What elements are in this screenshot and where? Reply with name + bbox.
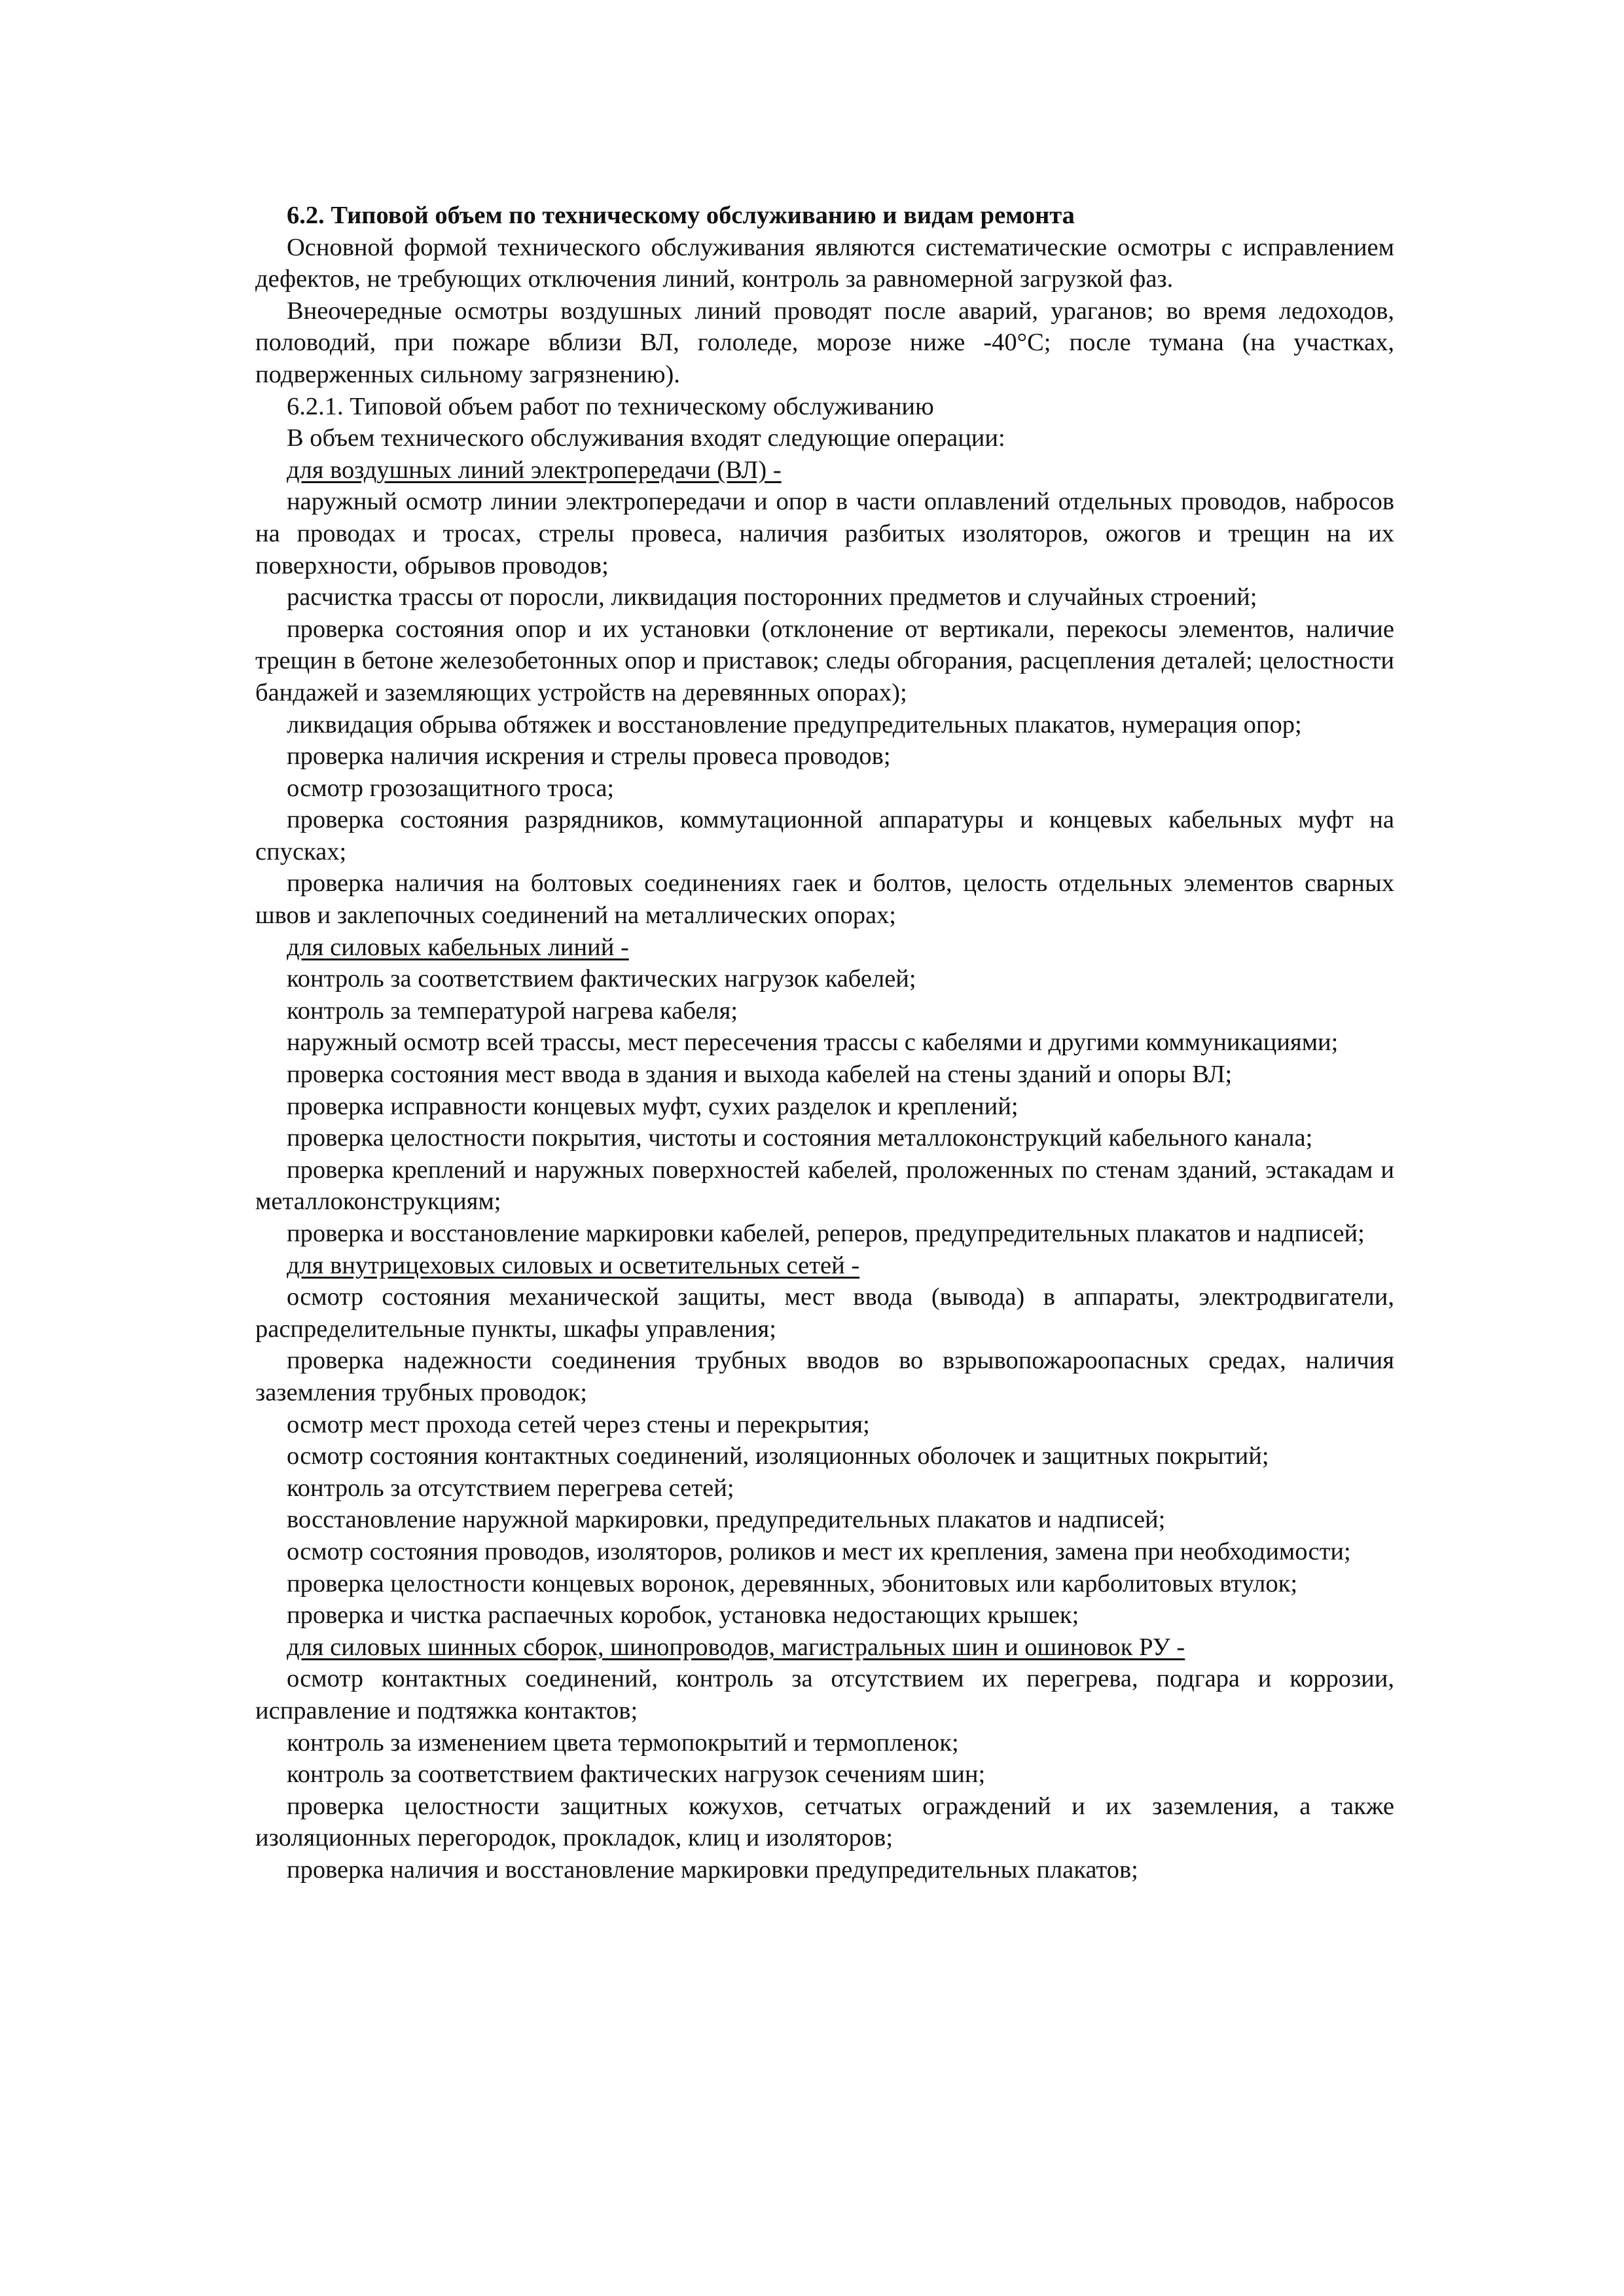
list-item: наружный осмотр всей трассы, мест пересечения трассы с кабелями и другими коммуникациями; bbox=[287, 1029, 1339, 1057]
list-item: осмотр состояния механической защиты, мест ввода (вывода) в аппараты, электродвигатели, распределительные пункты, шкафы управления; bbox=[255, 1283, 1394, 1343]
list-item: проверка наличия и восстановление маркировки предупредительных плакатов; bbox=[287, 1855, 1138, 1884]
list-item: контроль за соответствием фактических нагрузок кабелей; bbox=[287, 965, 916, 993]
list-item: контроль за отсутствием перегрева сетей; bbox=[287, 1474, 734, 1502]
list-item: контроль за соответствием фактических нагрузок сечениям шин; bbox=[287, 1760, 986, 1789]
intro-paragraph: Внеочередные осмотры воздушных линий проводят после аварий, ураганов; во время ледоходов, половодий, при пожаре вблизи ВЛ, гололеде, морозе ниже -40°С; после тумана (на участках, подверженных сильному загрязнению). bbox=[255, 297, 1394, 388]
list-item: осмотр состояния контактных соединений, изоляционных оболочек и защитных покрытий; bbox=[287, 1442, 1269, 1470]
list-item: проверка целостности защитных кожухов, сетчатых ограждений и их заземления, а также изоляционных перегородок, прокладок, клиц и изоляторов; bbox=[255, 1792, 1394, 1852]
list-item: проверка наличия искрения и стрелы провеса проводов; bbox=[287, 742, 891, 771]
list-item: контроль за изменением цвета термопокрытий и термопленок; bbox=[287, 1728, 959, 1757]
list-item: проверка наличия на болтовых соединениях гаек и болтов, целость отдельных элементов сварных швов и заклепочных соединений на металлических опорах; bbox=[255, 869, 1394, 930]
list-item: осмотр мест прохода сетей через стены и перекрытия; bbox=[287, 1410, 870, 1438]
list-item: проверка целостности покрытия, чистоты и состояния металлоконструкций кабельного канала; bbox=[287, 1124, 1313, 1152]
list-subheading: для силовых шинных сборок, шинопроводов, магистральных шин и ошиновок РУ - bbox=[287, 1633, 1185, 1661]
list-item: проверка состояния мест ввода в здания и выхода кабелей на стены зданий и опоры ВЛ; bbox=[287, 1061, 1233, 1089]
list-item: проверка и восстановление маркировки кабелей, реперов, предупредительных плакатов и надписей; bbox=[287, 1220, 1365, 1247]
list-item: проверка состояния разрядников, коммутационной аппаратуры и концевых кабельных муфт на спусках; bbox=[255, 806, 1394, 866]
list-item: ликвидация обрыва обтяжек и восстановление предупредительных плакатов, нумерация опор; bbox=[287, 710, 1302, 738]
list-item: проверка состояния опор и их установки (отклонение от вертикали, перекосы элементов, наличие трещин в бетоне железобетонных опор и приставок; следы обгорания, расцепления деталей; целостности бандажей и заземляющих устройств на деревянных опорах); bbox=[255, 615, 1394, 706]
list-item: проверка креплений и наружных поверхностей кабелей, проложенных по стенам зданий, эстакадам и металлоконструкциям; bbox=[255, 1156, 1394, 1216]
list-item: осмотр грозозащитного троса; bbox=[287, 774, 615, 802]
list-item: осмотр состояния проводов, изоляторов, роликов и мест их крепления, замена при необходимости; bbox=[287, 1537, 1351, 1565]
list-item: осмотр контактных соединений, контроль за отсутствием их перегрева, подгара и коррозии, исправление и подтяжка контактов; bbox=[255, 1665, 1394, 1724]
list-item: проверка целостности концевых воронок, деревянных, эбонитовых или карболитовых втулок; bbox=[287, 1569, 1298, 1597]
intro-paragraph: В объем технического обслуживания входят следующие операции: bbox=[287, 424, 1005, 452]
list-item: восстановление наружной маркировки, предупредительных плакатов и надписей; bbox=[287, 1506, 1166, 1534]
list-item: расчистка трассы от поросли, ликвидация посторонних предметов и случайных строений; bbox=[287, 583, 1257, 611]
list-subheading: для силовых кабельных линий - bbox=[287, 933, 629, 961]
list-item: контроль за температурой нагрева кабеля; bbox=[287, 996, 738, 1025]
list-item: наружный осмотр линии электропередачи и опор в части оплавлений отдельных проводов, набросов на проводах и тросах, стрелы провеса, наличия разбитых изоляторов, ожогов и трещин на их поверхности, обрывов проводов; bbox=[255, 488, 1394, 579]
intro-paragraph: Основной формой технического обслуживания являются систематические осмотры с исправлением дефектов, не требующих отключения линий, контроль за равномерной загрузкой фаз. bbox=[255, 233, 1394, 293]
list-item: проверка исправности концевых муфт, сухих разделок и креплений; bbox=[287, 1092, 1019, 1120]
list-item: проверка надежности соединения трубных вводов во взрывопожароопасных средах, наличия заземления трубных проводок; bbox=[255, 1347, 1394, 1406]
subsection-title: 6.2.1. Типовой объем работ по техническому обслуживанию bbox=[287, 392, 934, 420]
list-subheading: для внутрицеховых силовых и осветительных сетей - bbox=[287, 1251, 860, 1279]
list-subheading: для воздушных линий электропередачи (ВЛ) - bbox=[287, 456, 782, 484]
list-item: проверка и чистка распаечных коробок, установка недостающих крышек; bbox=[287, 1601, 1079, 1630]
section-heading: 6.2. Типовой объем по техническому обслуживанию и видам ремонта bbox=[287, 202, 1075, 229]
document-body bbox=[255, 200, 1394, 1886]
